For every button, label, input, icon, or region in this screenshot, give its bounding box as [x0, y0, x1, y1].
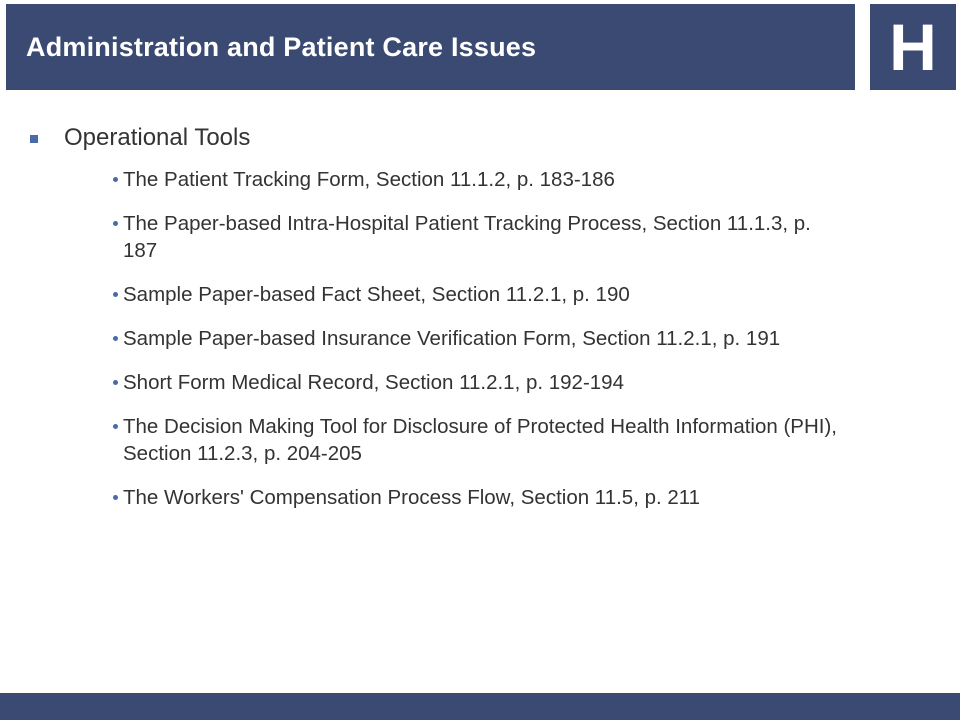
list-item-text: The Paper-based Intra-Hospital Patient Tracking Process, Section 11.1.3, p. 187: [123, 212, 811, 262]
tool-list: [30, 166, 860, 511]
list-item-text: Sample Paper-based Fact Sheet, Section 11.2.1, p. 190: [123, 283, 630, 306]
slide-content: [30, 124, 860, 528]
list-item-text: Short Form Medical Record, Section 11.2.1, p. 192-194: [123, 371, 624, 394]
slide-title: Administration and Patient Care Issues: [26, 31, 537, 62]
list-item-text: The Patient Tracking Form, Section 11.1.2, p. 183-186: [123, 168, 615, 191]
footer-bar: [0, 693, 960, 720]
list-item: [30, 210, 860, 264]
list-item: [30, 369, 860, 396]
bullet-dot-icon: [113, 424, 118, 429]
square-bullet-icon: [30, 135, 38, 143]
bullet-dot-icon: [113, 292, 118, 297]
list-item: [30, 325, 860, 352]
hospital-logo-letter: H: [889, 10, 937, 84]
list-item-text: The Decision Making Tool for Disclosure of Protected Health Information (PHI), Section 11.2.3, p. 204-205: [123, 415, 838, 465]
title-bar: [6, 4, 855, 90]
bullet-dot-icon: [113, 380, 118, 385]
list-item: [30, 484, 860, 511]
list-item-text: The Workers' Compensation Process Flow, Section 11.5, p. 211: [123, 486, 701, 509]
section-heading: [30, 124, 860, 152]
bullet-dot-icon: [113, 495, 118, 500]
list-item-text: Sample Paper-based Insurance Verification Form, Section 11.2.1, p. 191: [123, 327, 781, 350]
list-item: [30, 281, 860, 308]
bullet-dot-icon: [113, 336, 118, 341]
bullet-dot-icon: [113, 221, 118, 226]
bullet-dot-icon: [113, 177, 118, 182]
section-heading-text: Operational Tools: [64, 124, 251, 151]
hospital-logo: [870, 4, 956, 90]
list-item: [30, 413, 860, 467]
list-item: [30, 166, 860, 193]
